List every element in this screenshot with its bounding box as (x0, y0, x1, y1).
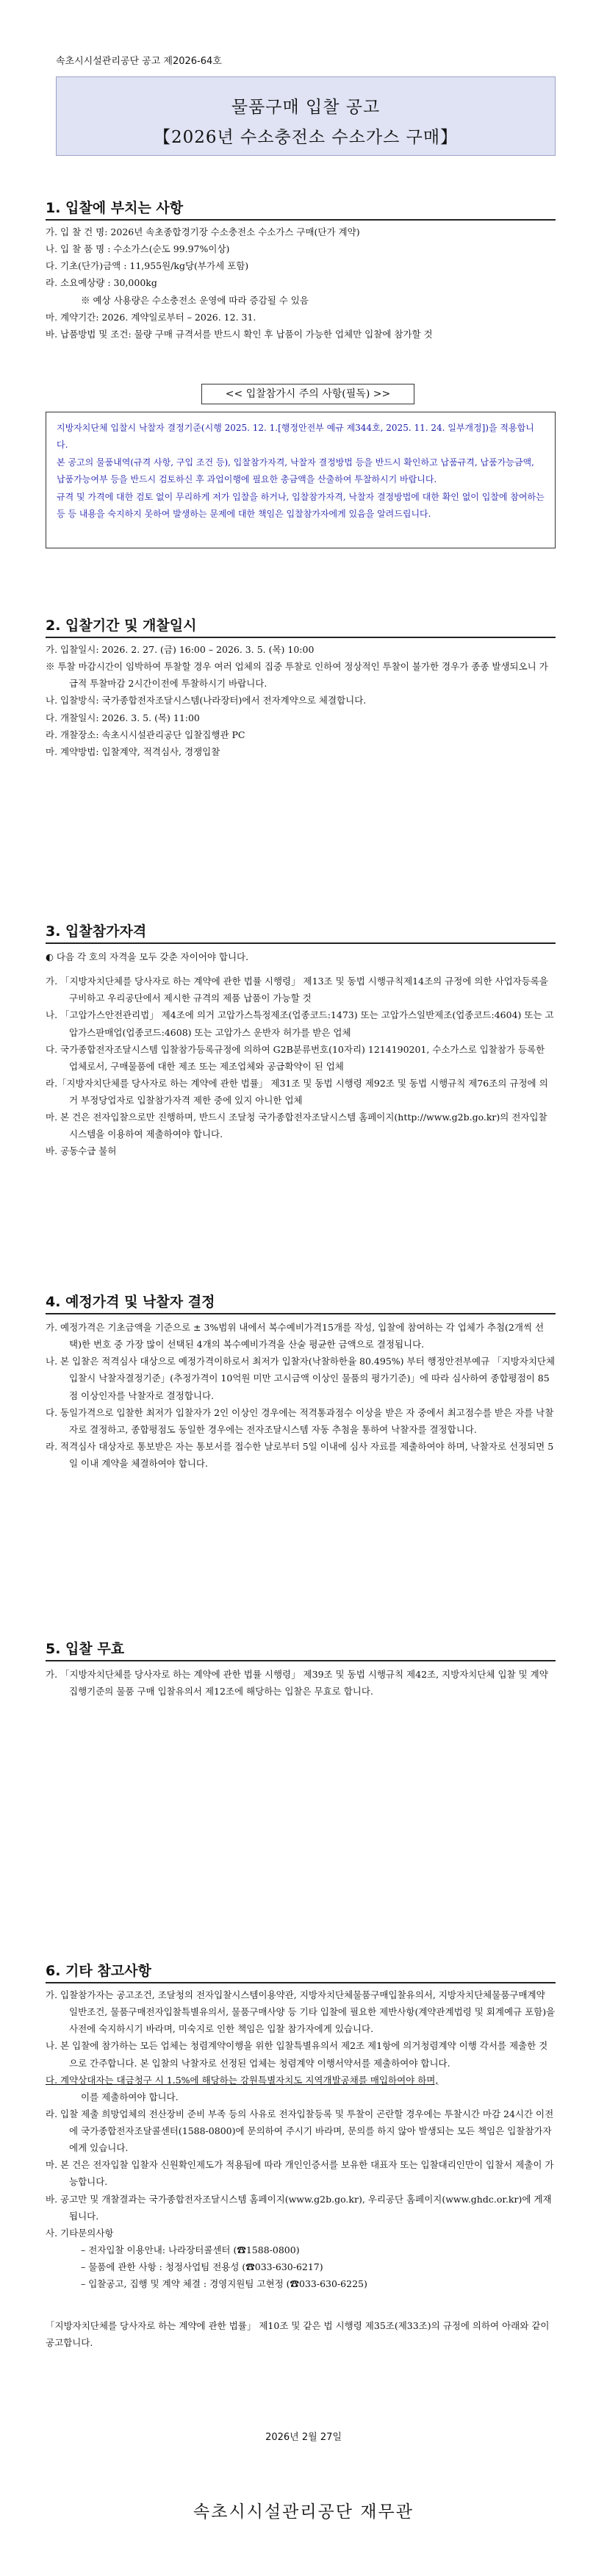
section-1-title: 1. 입찰에 부치는 사항 (46, 200, 184, 216)
caution-text: 규격 및 가격에 대한 검토 없이 무리하게 저가 입찰을 하거나, 입찰참가자격, 낙찰자 결정방법에 대한 확인 없이 입찰에 참여하는 등 등 내용을 숙지하지 못하여 발생하는 문제에 대한 책임은 입찰참가자에게 있음을 알려드립니다. (57, 491, 545, 519)
s1-item: 바. 납품방법 및 조건: 물량 구매 규격서를 반드시 확인 후 납품이 가능한 업체만 입찰에 참가할 것 (46, 328, 433, 340)
s3-item: 다. 국가종합전자조달시스템 입찰참가등록규정에 의하여 G2B분류번호(10자리) 1214190201, 수소가스로 입찰참가 등록한 업체로서, 구매물품에 대한 제조 또는 제조업체와 공급확약이 된 업체 (46, 1043, 545, 1072)
closing-statement: 「지방자치단체를 당사자로 하는 계약에 관한 법률」 제10조 및 같은 법 시행령 제35조(제33조)의 규정에 의하여 아래와 같이 공고합니다. (46, 2320, 550, 2349)
s2-item: 나. 입찰방식: 국가종합전자조달시스템(나라장터)에서 전자계약으로 체결합니다. (46, 695, 367, 706)
s1-note: ※ 예상 사용량은 수소충전소 운영에 따라 증감될 수 있음 (81, 294, 309, 306)
s6-item: 나. 본 입찰에 참가하는 모든 업체는 청렴계약이행을 위한 입찰특별유의서 제2조 제1항에 의거청렴계약 이행 각서를 제출한 것으로 간주합니다. 본 입찰의 낙찰자로 선정된 업체는 청렴계약 이행서약서를 제출하여야 합니다. (46, 2040, 548, 2069)
section-4-divider (46, 1313, 556, 1314)
contact-line: – 물품에 관한 사항 : 청정사업팀 전용성 (☎033-630-6217) (81, 2261, 323, 2272)
section-5-body (46, 1666, 556, 1700)
section-3-body (46, 948, 556, 1160)
section-4-title: 4. 예정가격 및 낙찰자 결정 (46, 1294, 215, 1310)
s3-item: 마. 본 건은 전자입찰으로만 진행하며, 반드시 조달청 국가종합전자조달시스템 홈페이지(http://www.g2b.go.kr)의 전자입찰시스템을 이용하여 제출하여야 합니다. (46, 1112, 547, 1140)
section-6-divider (46, 1982, 556, 1983)
section-6-title: 6. 기타 참고사항 (46, 1963, 151, 1979)
section-2-title: 2. 입찰기간 및 개찰일시 (46, 618, 197, 634)
s5-item: 가. 「지방자치단체를 당사자로 하는 계약에 관한 법률 시행령」 제39조 및 동법 시행규칙 제42조, 지방자치단체 입찰 및 계약 집행기준의 물품 구매 입찰유의서 제12조에 해당하는 입찰은 무효로 합니다. (46, 1669, 548, 1697)
s4-item: 나. 본 입찰은 적격심사 대상으로 예정가격이하로서 최저가 입찰자(낙찰하한율 80.495%) 부터 행정안전부예규 「지방자치단체 입찰시 낙찰자결정기준」(추정가격이 10억원 미만 고시금액 이상인 물품의 평가기준)」에 따라 심사하여 종합평점이 85점 이상인자를 낙찰자로 결정합니다. (46, 1356, 556, 1401)
s1-item: 다. 기초(단가)금액 : 11,955원/kg당(부가세 포함) (46, 260, 249, 272)
section-3-title: 3. 입찰참가자격 (46, 923, 147, 940)
issuing-organization: 속초시시설관리공단 재무관 (193, 2502, 414, 2522)
section-5-divider (46, 1660, 556, 1661)
contact-line: – 전자입찰 이용안내: 나라장터콜센터 (☎1588-0800) (81, 2244, 300, 2255)
s1-item: 라. 소요예상량 : 30,000kg (46, 277, 157, 289)
s3-item: 바. 공동수급 불허 (46, 1145, 117, 1157)
section-3-divider (46, 942, 556, 944)
section-4-body (46, 1319, 556, 1472)
caution-title: << 입찰참가시 주의 사항(필독) >> (201, 384, 414, 404)
s4-item: 라. 적격심사 대상자로 통보받은 자는 통보서를 접수한 날로부터 5일 이내에 심사 자료를 제출하여야 하며, 낙찰자로 선정되면 5일 이내 계약을 체결하여야 합니다. (46, 1440, 554, 1469)
section-2-body (46, 641, 556, 760)
s6-item: 마. 본 건은 전자입찰 입찰자 신원확인제도가 적용됨에 따라 개인인증서를 보유한 대표자 또는 입찰대리인만이 입찰서 제출이 가능합니다. (46, 2159, 554, 2188)
notice-subtitle: 【2026년 수소충전소 수소가스 구매】 (153, 128, 459, 147)
s2-item: 라. 개찰장소: 속초시시설관리공단 입찰집행관 PC (46, 729, 245, 740)
s2-item: 마. 계약방법: 입찰계약, 적격심사, 경쟁입찰 (46, 745, 220, 757)
contact-line: – 입찰공고, 집행 및 계약 체결 : 경영지원팀 고현정 (☎033-630-6225) (81, 2278, 367, 2290)
s6-item-continued: 이를 제출하여야 합니다. (81, 2091, 179, 2103)
s3-lead: ◐ 다음 각 호의 자격을 모두 갖춘 자이어야 합니다. (46, 951, 249, 962)
s4-item: 다. 동일가격으로 입찰한 최저가 입찰자가 2인 이상인 경우에는 적격통과점수 이상을 받은 자 중에서 최고점수를 받은 자를 낙찰자로 결정하고, 종합평점도 동일한 경우에는 전자조달시스템 자동 추첨을 통하여 낙찰자를 결정합니다. (46, 1406, 554, 1435)
notice-title: 물품구매 입찰 공고 (231, 98, 381, 117)
caution-text: 지방자치단체 입찰시 낙찰자 결정기준(시행 2025. 12. 1.[행정안전부 예규 제344호, 2025. 11. 24. 일부개정])을 적용합니다. (57, 423, 534, 451)
section-5-title: 5. 입찰 무효 (46, 1641, 125, 1657)
s3-item: 라.「지방자치단체를 당사자로 하는 계약에 관한 법률」 제31조 및 동법 시행령 제92조 및 동법 시행규칙 제76조의 규정에 의거 부정당업자로 입찰참가자격 제한 중에 있지 아니한 업체 (46, 1077, 548, 1106)
s2-item: 다. 개찰일시: 2026. 3. 5. (목) 11:00 (46, 712, 200, 723)
section-2-divider (46, 637, 556, 638)
section-1-divider (46, 219, 556, 221)
s1-item: 마. 계약기간: 2026. 계약일로부터 – 2026. 12. 31. (46, 311, 256, 323)
s6-item: 라. 입찰 제출 희망업체의 전산장비 준비 부족 등의 사유로 전자입찰등록 및 투찰이 곤란할 경우에는 투찰시간 마감 24시간 이전에 국가종합전자조달콜센터(1588-0800)에 문의하여 주시기 바라며, 문의를 하지 않아 발생되는 모든 책임은 입찰참가자에게 있습니다. (46, 2108, 554, 2154)
s6-item: 다. 계약상대자는 대금청구 시 1.5%에 해당하는 강원특별자치도 지역개발공채를 매입하여야 하며, (46, 2074, 439, 2086)
section-1-body (46, 223, 556, 343)
s3-item: 나. 「고압가스안전관리법」 제4조에 의거 고압가스특정제조(업종코드:1473) 또는 고압가스일반제조(업종코드:4604) 또는 고압가스판매업(업종코드:4608) 또는 고압가스 운반자 허가를 받은 업체 (46, 1009, 554, 1038)
s6-item: 사. 기타문의사항 (46, 2227, 114, 2239)
s1-item: 나. 입 찰 품 명 : 수소가스(순도 99.97%이상) (46, 243, 230, 255)
s6-item: 가. 입찰참가자는 공고조건, 조달청의 전자입찰시스템이용약관, 지방자치단체물품구매입찰유의서, 지방자치단체물품구매계약 일반조건, 물품구매전자입찰특별유의서, 물품구매사양 등 기타 입찰에 필요한 제반사항(계약관계법령 및 회계예규 포함)을 사전에 숙지하시기 바라며, 미숙지로 인한 책임은 입찰 참가자에게 있습니다. (46, 1989, 556, 2035)
caution-box (46, 412, 556, 548)
title-box (56, 76, 556, 156)
s6-item: 바. 공고만 및 개찰결과는 국가종합전자조달시스템 홈페이지(www.g2b.go.kr), 우리공단 홈페이지(www.ghdc.or.kr)에 게재됩니다. (46, 2193, 552, 2222)
notice-number: 속초시시설관리공단 공고 제2026-64호 (56, 56, 222, 67)
s4-item: 가. 예정가격은 기초금액을 기준으로 ± 3%범위 내에서 복수예비가격15개를 작성, 입찰에 참여하는 각 업체가 추첨(2개씩 선택)한 번호 중 가장 많이 선택된 4개의 복수예비가격을 산술 평균한 금액으로 결정됩니다. (46, 1322, 545, 1350)
caution-text: 본 공고의 물품내역(규격 사항, 구입 조건 등), 입찰참가자격, 낙찰자 결정방법 등을 반드시 확인하고 납품규격, 납품가능금액, 납품가능여부 등을 반드시 검토하신 후 과업이행에 필요한 총금액을 산출하여 투찰하시기 바랍니다. (57, 457, 534, 485)
s2-item: 가. 입찰일시: 2026. 2. 27. (금) 16:00 – 2026. 3. 5. (목) 10:00 (46, 644, 315, 655)
s2-note: ※ 투찰 마감시간이 임박하여 투찰할 경우 여러 업체의 집중 투찰로 인하여 정상적인 투찰이 불가한 경우가 종종 발생되오니 가급적 투찰마감 2시간이전에 투찰하시기 바랍니다. (46, 661, 548, 690)
s1-item: 가. 입 찰 건 명: 2026년 속초종합경기장 수소충전소 수소가스 구매(단가 계약) (46, 226, 360, 237)
notice-date: 2026년 2월 27일 (265, 2432, 342, 2443)
s3-item: 가. 「지방자치단체를 당사자로 하는 계약에 관한 법률 시행령」 제13조 및 동법 시행규칙제14조의 규정에 의한 사업자등록을 구비하고 우리공단에서 제시한 규격의 제품 납품이 가능할 것 (46, 976, 548, 1004)
section-6-body (46, 1986, 556, 2352)
